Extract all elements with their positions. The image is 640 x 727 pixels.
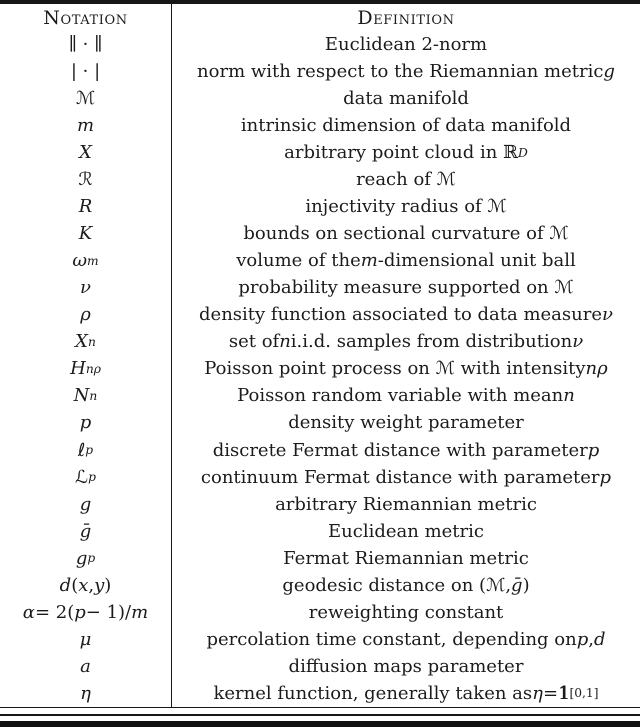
definition-cell: discrete Fermat distance with parameter p <box>212 439 600 461</box>
table-row <box>0 545 640 572</box>
table-row <box>0 355 640 382</box>
notation-cell: ρ <box>0 301 172 328</box>
definition-cell: norm with respect to the Riemannian metric g <box>197 61 615 83</box>
definition-cell: intrinsic dimension of data manifold <box>240 115 572 137</box>
definition-cell: reweighting constant <box>308 601 504 623</box>
table-row <box>0 166 640 193</box>
definition-cell: bounds on sectional curvature of ℳ <box>243 223 569 245</box>
notation-cell: a <box>0 653 172 680</box>
definition-cell: Fermat Riemannian metric <box>283 547 529 569</box>
notation-cell: α = 2( p − 1)/ m <box>0 599 172 626</box>
table-row <box>0 653 640 680</box>
notation-cell: d ( x , y ) <box>0 572 172 599</box>
notation-cell: η <box>0 680 172 707</box>
notation-cell: N n <box>0 382 172 409</box>
table-body <box>0 4 640 708</box>
table-row <box>0 247 640 274</box>
notation-cell: | · | <box>0 58 172 85</box>
table-row <box>0 518 640 545</box>
definition-cell: diffusion maps parameter <box>288 655 524 677</box>
notation-cell: ω m <box>0 247 172 274</box>
definition-cell: Euclidean metric <box>328 520 484 542</box>
notation-cell: K <box>0 220 172 247</box>
table-row <box>0 85 640 112</box>
notation-cell: ℛ <box>0 166 172 193</box>
table-row <box>0 301 640 328</box>
definition-cell: arbitrary point cloud in ℝ D <box>284 142 528 164</box>
table-row <box>0 572 640 599</box>
definition-cell: reach of ℳ <box>356 169 456 191</box>
notation-cell: ν <box>0 274 172 301</box>
table-row <box>0 58 640 85</box>
definition-cell: density function associated to data measure ν <box>199 304 613 326</box>
notation-cell: X n <box>0 328 172 355</box>
table-row <box>0 382 640 409</box>
bottom-thick-rule <box>0 721 640 727</box>
definition-cell: percolation time constant, depending on p , d <box>206 628 606 650</box>
table-row <box>0 437 640 464</box>
table-header-row <box>0 4 640 31</box>
table-row <box>0 139 640 166</box>
definition-cell: continuum Fermat distance with parameter p <box>200 466 612 488</box>
notation-cell: μ <box>0 626 172 653</box>
notation-cell: ℳ <box>0 85 172 112</box>
definition-cell: kernel function, generally taken as η = 1 1 [0,1] <box>172 680 640 707</box>
definition-cell: volume of the m -dimensional unit ball <box>236 250 576 272</box>
table-row <box>0 220 640 247</box>
table-row <box>0 328 640 355</box>
table-row <box>0 491 640 518</box>
definition-cell: Euclidean 2-norm <box>324 34 488 56</box>
definition-cell: density weight parameter <box>288 412 524 434</box>
notation-cell: m <box>0 112 172 139</box>
notation-cell: g p <box>0 545 172 572</box>
definition-cell: set of n i.i.d. samples from distribution ν <box>228 331 584 353</box>
definition-cell: probability measure supported on ℳ <box>238 277 574 299</box>
notation-cell: ℓ p <box>0 437 172 464</box>
notation-cell: ℒ p <box>0 464 172 491</box>
notation-cell: g <box>0 491 172 518</box>
definition-cell: geodesic distance on (ℳ, ḡ ) <box>282 574 530 596</box>
notation-cell: X <box>0 139 172 166</box>
notation-cell: ḡ <box>0 518 172 545</box>
table-row <box>0 464 640 491</box>
definition-cell: Poisson random variable with mean n <box>237 385 575 407</box>
notation-cell: ∥ · ∥ <box>0 31 172 58</box>
notation-cell: R <box>0 193 172 220</box>
table-row <box>0 31 640 58</box>
definition-cell: Poisson point process on ℳ with intensity nρ <box>204 358 608 380</box>
table-row <box>0 680 640 707</box>
table-row <box>0 409 640 436</box>
notation-column-header: Notation <box>0 4 172 31</box>
notation-cell: H nρ <box>0 355 172 382</box>
table-row <box>0 599 640 626</box>
notation-cell: p <box>0 409 172 436</box>
definition-cell: data manifold <box>343 88 469 110</box>
definition-cell: injectivity radius of ℳ <box>305 196 507 218</box>
definition-cell: arbitrary Riemannian metric <box>275 493 537 515</box>
table-row <box>0 626 640 653</box>
table-row <box>0 274 640 301</box>
table-row <box>0 112 640 139</box>
table-row <box>0 193 640 220</box>
definition-column-header: Definition <box>357 6 455 29</box>
